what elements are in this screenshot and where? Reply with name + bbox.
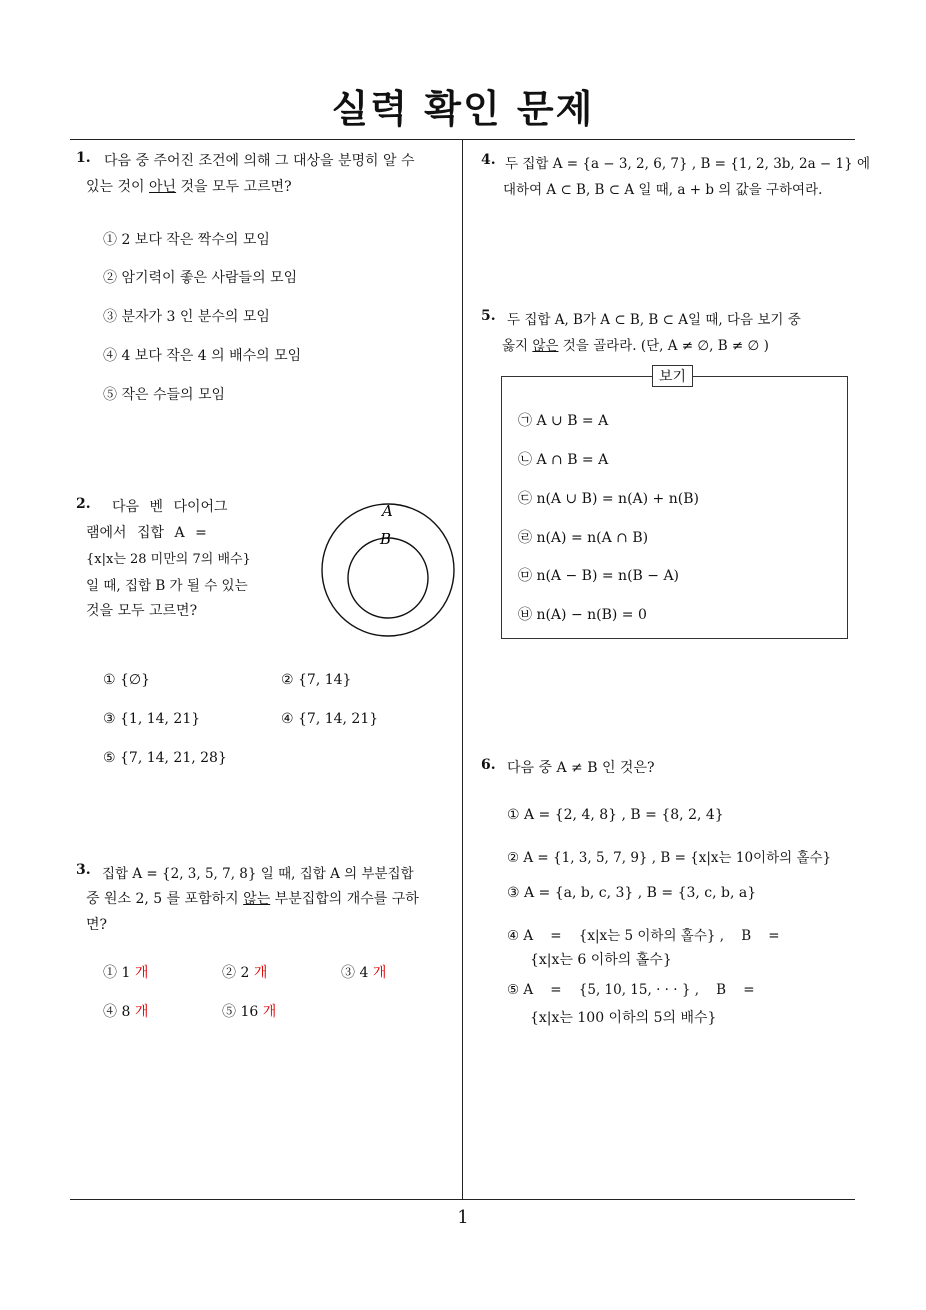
- q5-item-3: ㉢ n(A ∪ B) = n(A) + n(B): [518, 491, 699, 507]
- question-1-text-line2: 있는 것이 아닌 것을 모두 고르면?: [86, 179, 292, 195]
- q6-option-4[interactable]: ④ A = {x|x는 5 이하의 홀수} , B =: [507, 928, 780, 944]
- venn-label-a: A: [382, 502, 393, 520]
- underlined-word: 않는: [243, 891, 271, 907]
- q6-option-3[interactable]: ③ A = {a, b, c, 3} , B = {3, c, b, a}: [507, 885, 757, 901]
- page-title: 실력 확인 문제: [331, 87, 595, 131]
- q3-text-line2: 중 원소 2, 5 를 포함하지 않는 부분집합의 개수를 구하: [86, 891, 419, 907]
- question-number: 3.: [76, 862, 91, 878]
- question-2: [76, 496, 91, 512]
- page-number: 1: [457, 1207, 469, 1228]
- question-number: 5.: [481, 308, 496, 324]
- column-divider: [462, 139, 463, 1200]
- q6-option-5[interactable]: ⑤ A = {5, 10, 15, · · · } , B =: [507, 982, 755, 998]
- q1-option-1[interactable]: ① 2 보다 작은 짝수의 모임: [103, 232, 270, 248]
- question-number: 1.: [76, 150, 91, 166]
- q1-option-2[interactable]: ② 암기력이 좋은 사람들의 모임: [103, 270, 298, 286]
- q1-option-5[interactable]: ⑤ 작은 수들의 모임: [103, 387, 226, 403]
- q3-text-line1: 집합 A = {2, 3, 5, 7, 8} 일 때, 집합 A 의 부분집합: [102, 866, 414, 882]
- q2-option-2[interactable]: ② {7, 14}: [281, 672, 352, 688]
- q3-option-3[interactable]: ③ 4 개: [341, 965, 387, 981]
- venn-label-b: B: [380, 530, 392, 548]
- q3-option-2[interactable]: ② 2 개: [222, 965, 268, 981]
- q5-item-5: ㉤ n(A − B) = n(B − A): [518, 568, 680, 584]
- venn-diagram: [318, 500, 458, 640]
- q5-item-4: ㉣ n(A) = n(A ∩ B): [518, 530, 649, 546]
- example-box-label: 보기: [652, 365, 693, 387]
- underlined-word: 아닌: [149, 179, 177, 195]
- q5-text-line1: 두 집합 A, B가 A ⊂ B, B ⊂ A일 때, 다음 보기 중: [507, 312, 801, 328]
- q2-option-1[interactable]: ① {∅}: [103, 672, 151, 688]
- question-4: [481, 152, 496, 168]
- q5-item-6: ㉥ n(A) − n(B) = 0: [518, 607, 647, 623]
- q6-option-2[interactable]: ② A = {1, 3, 5, 7, 9} , B = {x|x는 10이하의 홀수}: [507, 850, 832, 866]
- q3-option-4[interactable]: ④ 8 개: [103, 1004, 149, 1020]
- q3-option-5[interactable]: ⑤ 16 개: [222, 1004, 277, 1020]
- q2-option-5[interactable]: ⑤ {7, 14, 21, 28}: [103, 750, 227, 766]
- q2-text-line4: 일 때, 집합 B 가 될 수 있는: [86, 578, 248, 594]
- question-1: [76, 150, 91, 166]
- q6-text: 다음 중 A ≠ B 인 것은?: [507, 760, 655, 776]
- question-number: 6.: [481, 757, 496, 773]
- question-6: [481, 757, 496, 773]
- q2-text-line3: {x|x는 28 미만의 7의 배수}: [86, 552, 251, 567]
- q3-text-line3: 면?: [86, 917, 108, 933]
- q6-option-1[interactable]: ① A = {2, 4, 8} , B = {8, 2, 4}: [507, 807, 724, 823]
- q1-option-4[interactable]: ④ 4 보다 작은 4 의 배수의 모임: [103, 348, 302, 364]
- q5-item-1: ㉠ A ∪ B = A: [518, 413, 609, 429]
- q3-option-1[interactable]: ① 1 개: [103, 965, 149, 981]
- question-1-text-line1: 다음 중 주어진 조건에 의해 그 대상을 분명히 알 수: [104, 153, 415, 169]
- q2-option-3[interactable]: ③ {1, 14, 21}: [103, 711, 201, 727]
- question-number: 2.: [76, 496, 91, 512]
- q6-option-4-cont: {x|x는 6 이하의 홀수}: [530, 952, 672, 968]
- q4-text-line2: 대하여 A ⊂ B, B ⊂ A 일 때, a + b 의 값을 구하여라.: [503, 182, 823, 198]
- underlined-word: 않은: [532, 338, 559, 354]
- q2-text-line5: 것을 모두 고르면?: [86, 603, 198, 619]
- q2-option-4[interactable]: ④ {7, 14, 21}: [281, 711, 379, 727]
- question-5: [481, 308, 496, 324]
- q2-text-line1: 다음 벤 다이어그: [112, 499, 228, 515]
- question-number: 4.: [481, 152, 496, 168]
- q4-text-line1: 두 집합 A = {a − 3, 2, 6, 7} , B = {1, 2, 3b, 2a − 1} 에: [505, 156, 871, 172]
- venn-inner-set: [348, 538, 428, 618]
- q5-text-line2: 옳지 않은 것을 골라라. (단, A ≠ ∅, B ≠ ∅ ): [502, 338, 769, 354]
- venn-outer-set: [322, 504, 454, 636]
- q5-item-2: ㉡ A ∩ B = A: [518, 452, 609, 468]
- q2-text-line2: 램에서 집합 A =: [86, 525, 207, 541]
- q6-option-5-cont: {x|x는 100 이하의 5의 배수}: [530, 1010, 717, 1026]
- question-3: [76, 862, 91, 878]
- q1-option-3[interactable]: ③ 분자가 3 인 분수의 모임: [103, 309, 270, 325]
